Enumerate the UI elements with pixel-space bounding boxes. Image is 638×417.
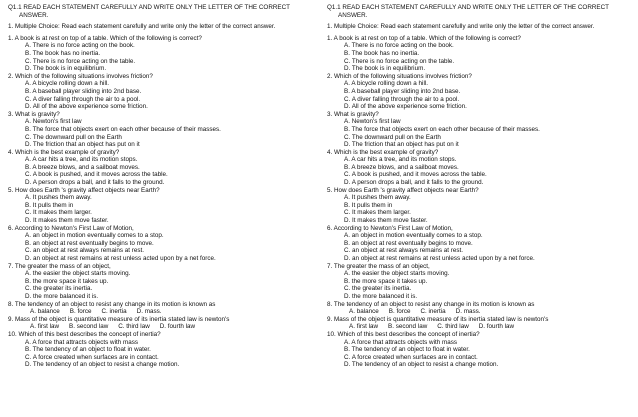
answer-option: B. second law: [69, 323, 109, 331]
question-text: 10. Which of this best describes the concept of inertia?: [8, 330, 161, 338]
question-text: 4. Which is the best example of gravity?: [327, 148, 439, 156]
answer-option: B. an object at rest eventually begins to move.: [344, 239, 473, 247]
instruction-text: 1. Multiple Choice: Read each statement carefully and write only the letter of the correct answer.: [8, 23, 276, 31]
answer-option: B. The tendency of an object to float in water.: [344, 346, 470, 354]
answer-option: C. the greater its inertia.: [25, 285, 93, 293]
answer-option: D. an object at rest remains at rest unless acted upon by a net force.: [25, 255, 216, 262]
question-text: 10. Which of this best describes the concept of inertia?: [327, 330, 480, 338]
answer-option: C. It makes them larger.: [344, 209, 411, 217]
answer-option: C. the greater its inertia.: [344, 285, 412, 293]
answer-option: B. A baseball player sliding into 2nd base.: [25, 87, 142, 95]
answer-option: A. an object in motion eventually comes to a stop.: [344, 232, 483, 240]
answer-option: D. mass.: [136, 308, 162, 316]
answer-option: D. fourth law: [478, 323, 515, 331]
worksheet-column-right: [327, 4, 627, 369]
question-text: 5. How does Earth 's gravity affect objects near Earth?: [327, 186, 479, 194]
worksheet-column-left: [8, 4, 308, 369]
answer-option: C. It makes them larger.: [25, 209, 92, 217]
answer-option: A. balance: [349, 308, 379, 316]
answer-option: A. Newton's first law: [344, 118, 401, 126]
answer-option: A. There is no force acting on the book.: [344, 42, 454, 50]
answer-option: D. an object at rest remains at rest unless acted upon by a net force.: [344, 255, 535, 262]
answer-option: B. force: [388, 308, 411, 316]
answer-option: B. A breeze blows, and a sailboat moves.: [25, 163, 140, 171]
answer-option: D. the more balanced it is.: [25, 292, 99, 300]
question-text: 7. The greater the mass of an object,: [8, 262, 111, 270]
answer-option: D. the more balanced it is.: [344, 292, 418, 300]
worksheet-title: [8, 4, 308, 19]
question-text: 9. Mass of the object is quantitative measure of its inertia stated law is newton's: [8, 315, 230, 323]
answer-option: B. It pulls them in: [25, 201, 74, 209]
answer-options-row: [8, 323, 308, 331]
answer-option: B. second law: [388, 323, 428, 331]
title-line-1: Q1.1 READ EACH STATEMENT CAREFULLY AND WRITE ONLY THE LETTER OF THE CORRECT: [8, 4, 291, 11]
answer-option: C. A force created when surfaces are in contact.: [25, 353, 159, 361]
answer-option: B. The force that objects exert on each other because of their masses.: [25, 125, 221, 133]
answer-option: A. Newton's first law: [25, 118, 82, 126]
answer-option: A. A bicycle rolling down a hill.: [344, 80, 429, 88]
answer-option: B. A breeze blows, and a sailboat moves.: [344, 163, 459, 171]
answer-option: D. The friction that an object has put on it: [344, 141, 459, 149]
answer-option: C. third law: [118, 323, 150, 331]
question-text: 7. The greater the mass of an object,: [327, 262, 430, 270]
question-text: 9. Mass of the object is quantitative measure of its inertia stated law is newton's: [327, 315, 549, 323]
answer-option: C. A book is pushed, and it moves across the table.: [25, 171, 168, 179]
answer-option: C. There is no force acting on the table.: [25, 57, 136, 65]
answer-options-row: [327, 323, 627, 331]
title-line-2: ANSWER.: [19, 11, 49, 19]
answer-option: A. It pushes them away.: [25, 194, 92, 202]
answer-option: B. A baseball player sliding into 2nd base.: [344, 87, 461, 95]
question-text: 3. What is gravity?: [327, 110, 379, 118]
question-text: 2. Which of the following situations involves friction?: [8, 72, 153, 80]
answer-option: C. third law: [437, 323, 469, 331]
answer-option: D. It makes them move faster.: [25, 217, 109, 225]
answer-option: B. the more space it takes up.: [344, 277, 428, 285]
answer-option: C. A diver falling through the air to a pool.: [25, 95, 141, 103]
answer-option: D. The friction that an object has put on it: [25, 141, 140, 149]
answer-option: A. the easier the object starts moving.: [344, 270, 450, 278]
answer-option: A. A car hits a tree, and its motion stops.: [344, 156, 457, 164]
answer-option: A. A car hits a tree, and its motion stops.: [25, 156, 138, 164]
answer-option: B. an object at rest eventually begins to move.: [25, 239, 154, 247]
answer-option: D. A person drops a ball, and it falls to the ground.: [25, 179, 165, 187]
answer-option: C. A force created when surfaces are in contact.: [344, 353, 478, 361]
answer-option: A. A force that attracts objects with mass: [344, 338, 458, 346]
answer-option: A. an object in motion eventually comes to a stop.: [25, 232, 164, 240]
answer-option: C. an object at rest always remains at rest.: [344, 247, 463, 255]
question-text: 8. The tendency of an object to resist any change in its motion is known as: [327, 300, 535, 308]
answer-option: D. mass.: [455, 308, 481, 316]
answer-option: C. an object at rest always remains at rest.: [25, 247, 144, 255]
title-line-1: Q1.1 READ EACH STATEMENT CAREFULLY AND WRITE ONLY THE LETTER OF THE CORRECT: [327, 4, 610, 11]
answer-option: B. The force that objects exert on each other because of their masses.: [344, 125, 540, 133]
answer-option: C. inertia: [420, 308, 446, 316]
question-text: 1. A book is at rest on top of a table. Which of the following is correct?: [327, 34, 521, 42]
answer-option: D. The book is in equilibrium.: [25, 65, 107, 73]
question-text: 1. A book is at rest on top of a table. Which of the following is correct?: [8, 34, 202, 42]
answer-option: B. It pulls them in: [344, 201, 393, 209]
answer-option: C. inertia: [101, 308, 127, 316]
answer-option: D. The tendency of an object to resist a change motion.: [344, 361, 499, 369]
answer-option: D. The book is in equilibrium.: [344, 65, 426, 73]
question-text: 4. Which is the best example of gravity?: [8, 148, 120, 156]
answer-option: C. The downward pull on the Earth: [25, 133, 122, 141]
answer-option: C. A book is pushed, and it moves across the table.: [344, 171, 487, 179]
question-text: 6. According to Newton's First Law of Motion,: [8, 224, 134, 232]
answer-option: D. fourth law: [159, 323, 196, 331]
instruction-text: 1. Multiple Choice: Read each statement carefully and write only the letter of the correct answer.: [327, 23, 595, 31]
answer-option: A. It pushes them away.: [344, 194, 411, 202]
answer-option: B. force: [69, 308, 92, 316]
question-text: 6. According to Newton's First Law of Motion,: [327, 224, 453, 232]
question-text: 3. What is gravity?: [8, 110, 60, 118]
answer-option: A. There is no force acting on the book.: [25, 42, 135, 50]
answer-option: C. The downward pull on the Earth: [344, 133, 441, 141]
question-text: 5. How does Earth 's gravity affect objects near Earth?: [8, 186, 160, 194]
answer-option: C. A diver falling through the air to a pool.: [344, 95, 460, 103]
answer-option: B. The book has no inertia.: [344, 49, 420, 57]
answer-option: A. balance: [30, 308, 60, 316]
answer-option: A. A force that attracts objects with mass: [25, 338, 139, 346]
question-text: 8. The tendency of an object to resist any change in its motion is known as: [8, 300, 216, 308]
answer-option: A. first law: [30, 323, 60, 331]
answer-option: C. There is no force acting on the table.: [344, 57, 455, 65]
question-text: 2. Which of the following situations involves friction?: [327, 72, 472, 80]
answer-option: D. The tendency of an object to resist a change motion.: [25, 361, 180, 369]
answer-option: B. the more space it takes up.: [25, 277, 109, 285]
answer-option: A. A bicycle rolling down a hill.: [25, 80, 110, 88]
answer-options-row: [8, 308, 308, 316]
title-line-2: ANSWER.: [338, 11, 368, 19]
answer-option: D. All of the above experience some friction.: [25, 103, 148, 111]
answer-options-row: [327, 308, 627, 316]
answer-option: D. It makes them move faster.: [344, 217, 428, 225]
answer-option: A. the easier the object starts moving.: [25, 270, 131, 278]
answer-option: D. A person drops a ball, and it falls to the ground.: [344, 179, 484, 187]
answer-option: B. The book has no inertia.: [25, 49, 101, 57]
answer-option: D. All of the above experience some friction.: [344, 103, 467, 111]
answer-option: B. The tendency of an object to float in water.: [25, 346, 151, 354]
worksheet-title: [327, 4, 627, 19]
answer-option: A. first law: [349, 323, 379, 331]
